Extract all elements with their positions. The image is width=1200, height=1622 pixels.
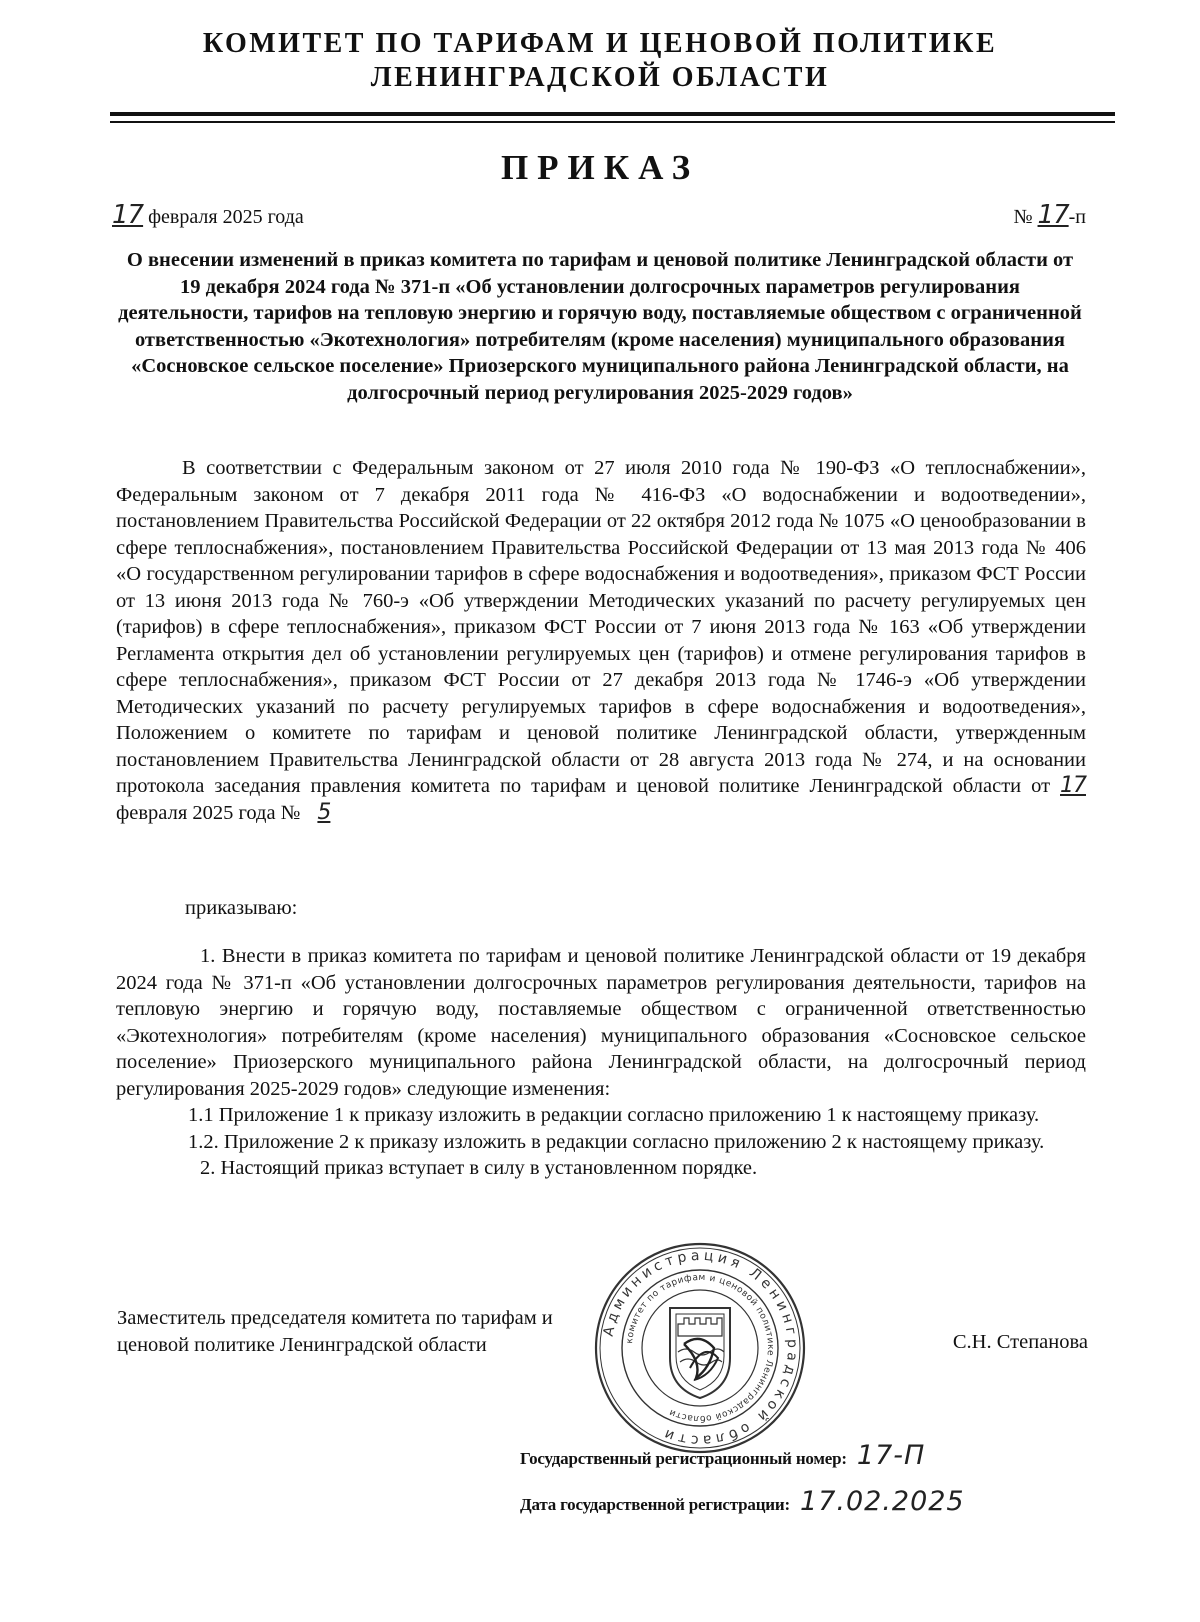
registration-date-handwritten: 17.02.2025 — [800, 1486, 965, 1517]
order-subject: О внесении изменений в приказ комитета по тарифам и ценовой политике Ленинградской области от 19 декабря 2024 года № 371-п «Об установлении долгосрочных параметров регулирования деятельности, тарифов на тепловую энергию и горячую воду, поставляемые обществом с ограниченной ответственностью «Экотехнология» потребителям (кроме населения) муниципального образования «Сосновское сельское поселение» Приозерского муниципального района Ленинградской области, на долгосрочный период регулирования 2025-2029 годов» — [118, 249, 1082, 404]
order-number-prefix: № — [1013, 206, 1033, 228]
order-number-suffix: -п — [1068, 206, 1086, 228]
point-1-1: 1.1 Приложение 1 к приказу изложить в редакции согласно приложению 1 к настоящему приказу. — [188, 1104, 1040, 1126]
protocol-date-rest: февраля 2025 года № — [116, 801, 301, 824]
signatory-position-line1: Заместитель председателя комитета по тарифам и — [117, 1307, 553, 1329]
registration-number — [520, 1440, 925, 1471]
decree-word: приказываю: — [185, 897, 298, 919]
order-date-day-handwritten: 17 — [112, 200, 144, 230]
header-divider-thin — [110, 121, 1115, 123]
order-points — [116, 943, 1086, 1182]
protocol-day-handwritten: 17 — [1060, 773, 1086, 798]
registration-date — [520, 1486, 965, 1517]
order-number-handwritten: 17 — [1037, 200, 1069, 230]
preamble-paragraph — [116, 455, 1086, 826]
signatory-position-line2: ценовой политике Ленинградской области — [117, 1333, 487, 1356]
point-1-2: 1.2. Приложение 2 к приказу изложить в редакции согласно приложению 2 к настоящему приказу. — [188, 1130, 1045, 1153]
order-date — [112, 200, 304, 230]
registration-date-label: Дата государственной регистрации: — [520, 1495, 790, 1514]
seal-inner-text — [625, 1273, 775, 1423]
official-seal-stamp — [592, 1240, 808, 1456]
org-name-line1: КОМИТЕТ ПО ТАРИФАМ И ЦЕНОВОЙ ПОЛИТИКЕ — [202, 28, 998, 59]
seal-outer-text-path: Администрация Ленинградской области — [600, 1247, 801, 1449]
point-2: 2. Настоящий приказ вступает в силу в установленном порядке. — [200, 1157, 758, 1179]
document-type-title: ПРИКАЗ — [500, 148, 700, 187]
signatory-position — [117, 1305, 553, 1358]
signatory-name: С.Н. Степанова — [952, 1331, 1088, 1353]
order-date-rest: февраля 2025 года — [148, 206, 304, 228]
protocol-number-handwritten: 5 — [317, 799, 331, 825]
preamble-text: В соответствии с Федеральным законом от 27 июля 2010 года № 190-ФЗ «О теплоснабжении», Федеральным законом от 7 декабря 2011 года № 416-ФЗ «О водоснабжении и водоотведении», постановлением Правительства Российской Федерации от 22 октября 2012 года № 1075 «О ценообразовании в сфере теплоснабжения», постановлением Правительства Российской Федерации от 13 мая 2013 года № 406 «О государственном регулировании тарифов в сфере водоснабжения и водоотведения», приказом ФСТ России от 13 июня 2013 года № 760-э «Об утверждении Методических указаний по расчету регулируемых цен (тарифов) в сфере теплоснабжения», приказом ФСТ России от 7 июня 2013 года № 163 «Об утверждении Регламента открытия дел об установлении регулируемых цен (тарифов) и отмене регулирования тарифов в сфере теплоснабжения», приказом ФСТ России от 27 декабря 2013 года № 1746-э «Об утверждении Методических указаний по расчету регулируемых тарифов в сфере водоснабжения и водоотведения», Положением о комитете по тарифам и ценовой политике Ленинградской области, утвержденным постановлением Правительства Ленинградской области от 28 августа 2013 года № 274, и на основании протокола заседания правления комитета по тарифам и ценовой политике Ленинградской области от — [116, 457, 1086, 797]
point-1: 1. Внести в приказ комитета по тарифам и ценовой политике Ленинградской области от 19 декабря 2024 года № 371-п «Об установлении долгосрочных параметров регулирования деятельности, тарифов на тепловую энергию и горячую воду, поставляемые обществом с ограниченной ответственностью «Экотехнология» потребителям (кроме населения) муниципального образования «Сосновское сельское поселение» Приозерского муниципального района Ленинградской области, на долгосрочный период регулирования 2025-2029 годов» следующие изменения: — [116, 945, 1086, 1100]
seal-middle-ring — [622, 1270, 778, 1426]
order-number — [1013, 200, 1086, 230]
registration-number-label: Государственный регистрационный номер: — [520, 1449, 847, 1468]
seal-coat-of-arms-emblem — [670, 1308, 730, 1398]
org-name-line2: ЛЕНИНГРАДСКОЙ ОБЛАСТИ — [370, 62, 830, 93]
header-divider-thick — [110, 112, 1115, 116]
registration-number-handwritten: 17-П — [856, 1440, 926, 1471]
seal-inner-text-path: комитет по тарифам и ценовой политике Ленинградской области — [625, 1272, 776, 1424]
